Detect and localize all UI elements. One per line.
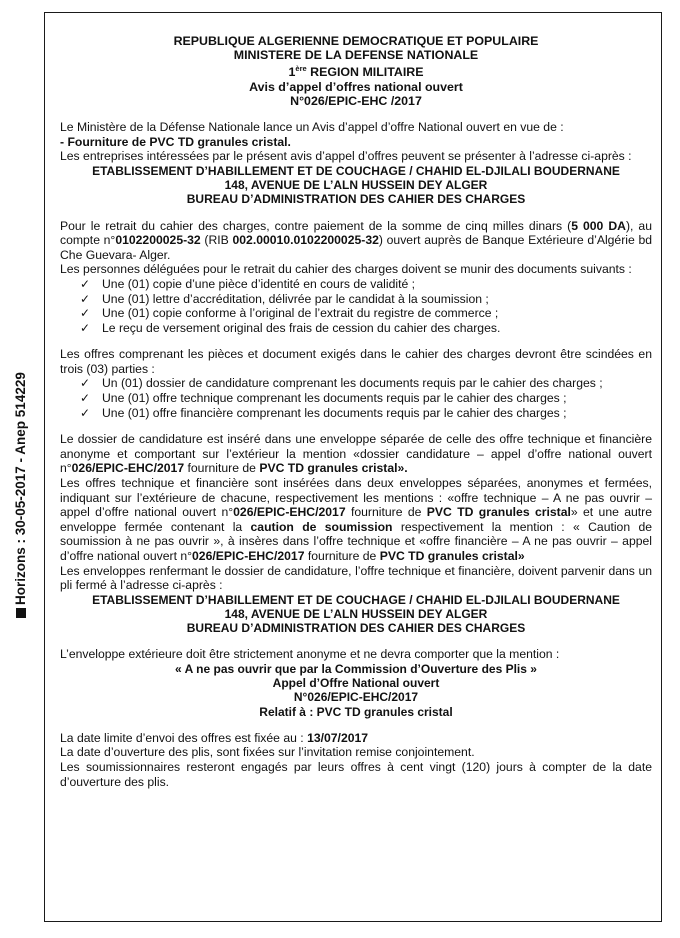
documents-lead: Les personnes déléguées pour le retrait du cahier des charges doivent se munir des documents suivants : <box>60 262 632 277</box>
intro-paragraph: Le Ministère de la Défense Nationale lance un Avis d’appel d’offre National ouvert en vue de : <box>60 120 564 135</box>
list-item: ✓ Le reçu de versement original des frais de cession du cahier des charges. <box>80 320 501 335</box>
check-mark-icon: ✓ <box>80 405 91 420</box>
check-mark-icon: ✓ <box>80 391 91 406</box>
intro-object: - Fourniture de PVC TD granules cristal. <box>60 134 291 149</box>
mention-line: Appel d’Offre National ouvert <box>272 676 440 691</box>
offres-parts-list <box>60 376 652 420</box>
square-bullet-icon <box>16 608 26 618</box>
address-line: ETABLISSEMENT D’HABILLEMENT ET DE COUCHAGE / CHAHID EL-DJILALI BOUDERNANE <box>92 163 620 178</box>
mention-line: N°026/EPIC-EHC/2017 <box>293 690 419 705</box>
header-reference: N°026/EPIC-EHC /2017 <box>290 93 422 108</box>
check-mark-icon: ✓ <box>80 306 91 321</box>
address-line: 148, AVENUE DE L’ALN HUSSEIN DEY ALGER <box>224 606 488 621</box>
enveloppes-paragraph: Les offres technique et financière sont insérées dans deux enveloppes séparées, anonymes et fermées, indiquant sur l’extérieure de chacune, respectivement les mentions : «offre technique – A ne pas ouvrir – appel d’offre national ouvert n°026/EPIC-EHC/2017 fourniture de PVC TD granules cristal» et une autre enveloppe fermée contenant la caution de soumission respectivement la mention : « Caution de soumission à ne pas ouvrir », à insères dans l’offre technique et «offre financière – A ne pas ouvrir – appel d’offre national ouvert n°026/EPIC-EHC/2017 fourniture de PVC TD granules cristal» <box>60 476 653 563</box>
list-item: ✓ Une (01) lettre d’accréditation, délivrée par le candidat à la soumission ; <box>80 291 489 306</box>
list-item: ✓ Un (01) dossier de candidature comprenant les documents requis par le cahier des charges ; <box>80 376 603 391</box>
exterieure-mention <box>60 662 652 719</box>
documents-list <box>60 277 652 335</box>
check-mark-icon: ✓ <box>80 376 91 391</box>
address-line: 148, AVENUE DE L’ALN HUSSEIN DEY ALGER <box>224 178 488 193</box>
date-limite: La date limite d’envoi des offres est fixée au : 13/07/2017 <box>60 730 369 745</box>
retrait-paragraph: Pour le retrait du cahier des charges, contre paiement de la somme de cinq milles dinars (5 000 DA), au compte n°0102200025-32 (RIB 002.00010.0102200025-32) ouvert auprès de Banque Extérieure d’Algérie bd Che Guevara- Alger. <box>60 218 653 262</box>
header-ministry: MINISTERE DE LA DEFENSE NATIONALE <box>233 48 479 63</box>
address-line: ETABLISSEMENT D’HABILLEMENT ET DE COUCHAGE / CHAHID EL-DJILALI BOUDERNANE <box>92 592 620 607</box>
check-mark-icon: ✓ <box>80 276 91 291</box>
side-caption-text: Horizons : 30-05-2017 - Anep 514229 <box>13 372 28 605</box>
pli-paragraph: Les enveloppes renfermant le dossier de candidature, l’offre technique et financière, doivent parvenir dans un pli fermé à l’adresse ci-après : <box>60 563 652 593</box>
address-line: BUREAU D’ADMINISTRATION DES CAHIER DES CHARGES <box>186 621 526 636</box>
header-title: Avis d’appel d’offres national ouvert <box>249 79 463 94</box>
list-item: ✓ Une (01) copie conforme à l’original de l’extrait du registre de commerce ; <box>80 306 499 321</box>
check-mark-icon: ✓ <box>80 320 91 335</box>
date-ouverture: La date d’ouverture des plis, sont fixées sur l’invitation remise conjointement. <box>60 745 475 760</box>
dossier-paragraph: Le dossier de candidature est inséré dans une enveloppe séparée de celle des offre technique et financière anonyme et comportant sur l’extérieur la mention «dossier candidature – appel d’offre national ouvert n°026/EPIC-EHC/2017 fourniture de PVC TD granules cristal». <box>60 432 652 476</box>
address-block-2 <box>60 593 652 636</box>
mention-line: Relatif à : PVC TD granules cristal <box>259 704 453 719</box>
exterieure-paragraph: L’enveloppe extérieure doit être strictement anonyme et ne devra comporter que la mention : <box>60 647 560 662</box>
engagement-paragraph: Les soumissionnaires resteront engagés par leurs offres à cent vingt (120) jours à compter de la date d’ouverture des plis. <box>60 759 652 789</box>
header-republic: REPUBLIQUE ALGERIENNE DEMOCRATIQUE ET POPULAIRE <box>173 34 539 48</box>
header <box>60 34 652 108</box>
header-region: 1ère REGION MILITAIRE <box>288 64 424 80</box>
address-block <box>60 164 652 207</box>
notice-content <box>60 34 652 789</box>
mention-line: « A ne pas ouvrir que par la Commission d’Ouverture des Plis » <box>175 661 537 676</box>
side-caption <box>4 298 38 618</box>
check-mark-icon: ✓ <box>80 291 91 306</box>
list-item: ✓ Une (01) copie d’une pièce d’identité en cours de validité ; <box>80 276 416 291</box>
offres-paragraph: Les offres comprenant les pièces et document exigés dans le cahier des charges devront être scindées en trois (03) parties : <box>60 347 652 376</box>
list-item: ✓ Une (01) offre financière comprenant les documents requis par le cahier des charges ; <box>80 405 567 420</box>
list-item: ✓ Une (01) offre technique comprenant les documents requis par le cahier des charges ; <box>80 391 567 406</box>
address-line: BUREAU D’ADMINISTRATION DES CAHIER DES CHARGES <box>186 192 526 207</box>
intro-address-lead: Les entreprises intéressées par le présent avis d’appel d’offres peuvent se présenter à l’adresse ci-après : <box>60 149 632 164</box>
